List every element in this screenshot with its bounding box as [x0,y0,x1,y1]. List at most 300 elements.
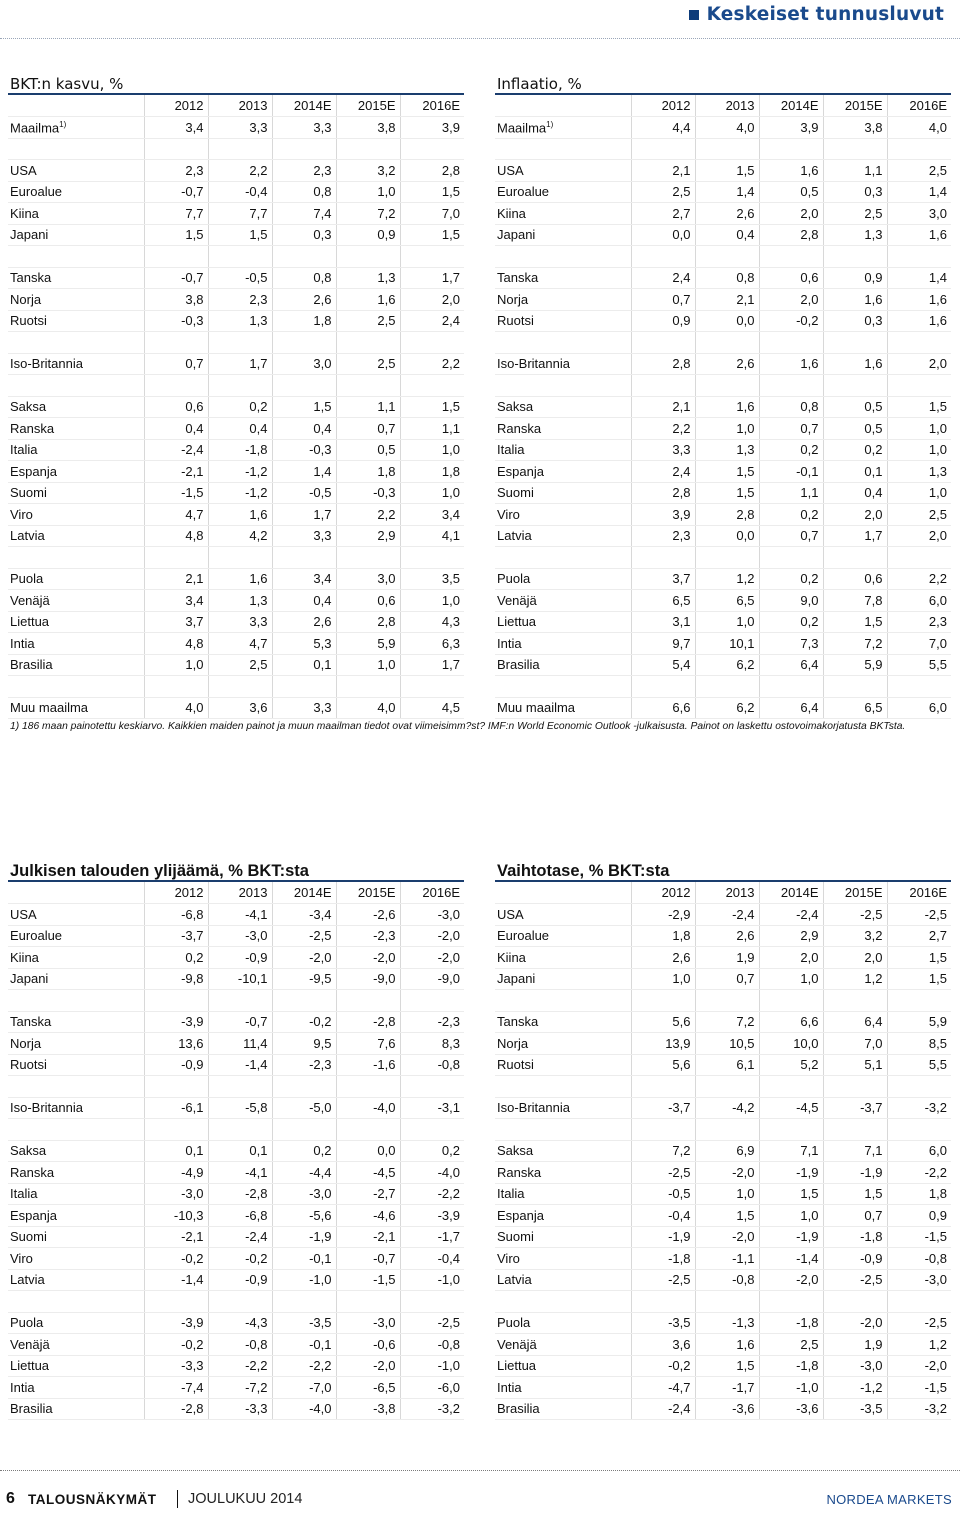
value-cell: 1,6 [823,289,887,311]
table-row [495,310,951,332]
country-label: Viro [10,506,33,522]
row-label-cell [495,504,631,526]
value-cell: 7,4 [272,203,336,225]
spacer-row [495,1119,951,1141]
value-cell: -2,1 [336,1226,400,1248]
value-cell: -2,5 [887,904,951,926]
value-cell: -2,5 [272,925,336,947]
spacer-cell [695,332,759,354]
value-cell: 2,6 [272,611,336,633]
value-cell: -1,8 [823,1226,887,1248]
spacer-cell [208,375,272,397]
value-cell: -0,2 [144,1334,208,1356]
value-cell: 0,5 [823,418,887,440]
table-row [8,904,464,926]
table-row [8,633,464,655]
value-cell: 1,5 [400,396,464,418]
column-header-year: 2016E [887,95,951,117]
value-cell: 2,0 [400,289,464,311]
value-cell: 3,3 [272,117,336,139]
country-label: Espanja [10,463,57,479]
spacer-cell [336,990,400,1012]
value-cell: -9,0 [336,968,400,990]
value-cell: -0,2 [631,1355,695,1377]
row-label-cell [495,396,631,418]
value-cell: -2,0 [336,1355,400,1377]
value-cell: 7,2 [631,1140,695,1162]
table-row [8,504,464,526]
table-row [495,267,951,289]
country-label: Latvia [10,528,45,544]
value-cell: 4,7 [208,633,272,655]
country-label: Ruotsi [497,313,534,329]
country-label: Tanska [497,1014,539,1030]
column-header-row [495,882,951,904]
value-cell: 3,1 [631,611,695,633]
table-row [495,697,951,719]
spacer-cell [631,676,695,698]
row-label-cell [495,203,631,225]
row-label-cell [495,1033,631,1055]
spacer-cell [759,990,823,1012]
row-label-cell [495,611,631,633]
value-cell: 3,4 [272,568,336,590]
row-label-cell [8,1033,144,1055]
spacer-cell [887,138,951,160]
value-cell: -2,0 [336,947,400,969]
value-cell: 4,0 [887,117,951,139]
country-label: Puola [497,1315,531,1331]
spacer-cell [336,138,400,160]
value-cell: 1,3 [336,267,400,289]
value-cell: 0,2 [823,439,887,461]
value-cell: 1,0 [695,611,759,633]
spacer-row [8,138,464,160]
value-cell: -2,2 [400,1183,464,1205]
row-label-cell [495,1226,631,1248]
bullet-square-icon [689,10,699,20]
value-cell: -1,9 [631,1226,695,1248]
value-cell: 1,0 [336,654,400,676]
value-cell: 6,0 [887,697,951,719]
spacer-cell [823,138,887,160]
row-label-cell [495,1140,631,1162]
value-cell: 0,4 [695,224,759,246]
country-label: Ranska [497,1164,542,1180]
column-header-year: 2014E [759,95,823,117]
spacer-cell [759,1076,823,1098]
value-cell: -0,7 [208,1011,272,1033]
value-cell: 1,8 [887,1183,951,1205]
value-cell: 2,0 [759,203,823,225]
value-cell: 0,1 [208,1140,272,1162]
spacer-cell [887,1291,951,1313]
value-cell: 3,3 [208,611,272,633]
country-label: Italia [497,442,525,458]
value-cell: -0,8 [887,1248,951,1270]
value-cell: 1,0 [144,654,208,676]
spacer-cell [887,1076,951,1098]
value-cell: 6,2 [695,654,759,676]
value-cell: 2,7 [631,203,695,225]
value-cell: 2,0 [887,525,951,547]
row-label-cell [8,504,144,526]
spacer-cell [823,1119,887,1141]
row-label-cell [495,1097,631,1119]
table-row [8,224,464,246]
country-label: Liettua [497,1358,537,1374]
country-label: Japani [497,971,536,987]
table-row [495,396,951,418]
value-cell: 0,8 [695,267,759,289]
value-cell: -2,5 [400,1312,464,1334]
value-cell: -3,6 [695,1398,759,1420]
value-cell: 5,6 [631,1054,695,1076]
country-label: Saksa [497,1143,534,1159]
spacer-cell [336,1076,400,1098]
spacer-cell [631,138,695,160]
value-cell: -3,7 [823,1097,887,1119]
value-cell: 0,0 [695,525,759,547]
spacer-cell [208,1291,272,1313]
table-public-balance [8,860,464,1420]
spacer-cell [8,1076,144,1098]
spacer-cell [208,547,272,569]
country-label: Tanska [10,1014,52,1030]
data-table [8,882,464,1420]
row-label-cell [8,904,144,926]
value-cell: -3,3 [144,1355,208,1377]
spacer-cell [631,246,695,268]
row-label-cell [8,1205,144,1227]
table-current-account [495,860,951,1420]
value-cell: 2,8 [336,611,400,633]
value-cell: 1,5 [400,224,464,246]
spacer-cell [759,332,823,354]
value-cell: -2,5 [631,1162,695,1184]
value-cell: 1,5 [272,396,336,418]
spacer-cell [272,246,336,268]
spacer-cell [400,138,464,160]
country-label: Venäjä [10,1336,50,1352]
value-cell: 6,5 [631,590,695,612]
value-cell: -4,3 [208,1312,272,1334]
value-cell: -3,2 [887,1097,951,1119]
value-cell: -6,0 [400,1377,464,1399]
column-header-row [495,95,951,117]
value-cell: 2,8 [400,160,464,182]
value-cell: -0,8 [695,1269,759,1291]
value-cell: -1,6 [336,1054,400,1076]
column-header-year: 2015E [823,882,887,904]
table-row [8,439,464,461]
value-cell: 6,6 [631,697,695,719]
value-cell: -0,4 [400,1248,464,1270]
value-cell: 7,0 [400,203,464,225]
value-cell: -2,7 [336,1183,400,1205]
row-label-cell [495,1269,631,1291]
spacer-cell [759,676,823,698]
value-cell: -2,0 [759,1269,823,1291]
country-label: Japani [10,971,49,987]
value-cell: 1,5 [208,224,272,246]
value-cell: 1,8 [272,310,336,332]
value-cell: 1,6 [759,160,823,182]
value-cell: -9,5 [272,968,336,990]
value-cell: -0,3 [336,482,400,504]
table-row [8,1269,464,1291]
spacer-cell [887,990,951,1012]
value-cell: 3,4 [400,504,464,526]
spacer-cell [144,547,208,569]
value-cell: 2,1 [144,568,208,590]
value-cell: -0,2 [272,1011,336,1033]
value-cell: -0,1 [272,1334,336,1356]
row-label-cell [495,353,631,375]
row-label-cell [495,568,631,590]
country-label: Puola [10,1315,44,1331]
value-cell: -4,1 [208,904,272,926]
value-cell: -0,9 [208,1269,272,1291]
row-label-cell [8,1334,144,1356]
table-row [8,1097,464,1119]
spacer-cell [631,990,695,1012]
row-label-cell [8,568,144,590]
value-cell: -1,0 [272,1269,336,1291]
value-cell: 0,3 [823,181,887,203]
spacer-cell [144,332,208,354]
column-header-year: 2013 [695,882,759,904]
value-cell: 10,1 [695,633,759,655]
country-label: Iso-Britannia [10,356,83,372]
table-row [495,904,951,926]
table-row [495,1183,951,1205]
value-cell: -3,9 [144,1011,208,1033]
row-label-cell [8,1248,144,1270]
country-label: Brasilia [497,1401,540,1417]
spacer-cell [759,138,823,160]
value-cell: -2,2 [887,1162,951,1184]
value-cell: -1,2 [208,482,272,504]
table-row [495,160,951,182]
value-cell: 2,5 [887,504,951,526]
value-cell: 1,5 [887,968,951,990]
value-cell: 1,0 [336,181,400,203]
value-cell: -10,1 [208,968,272,990]
value-cell: 2,4 [631,267,695,289]
country-label: Latvia [497,528,532,544]
value-cell: -2,3 [400,1011,464,1033]
value-cell: 4,8 [144,525,208,547]
table-row [8,568,464,590]
value-cell: 0,1 [272,654,336,676]
row-label-cell [495,117,631,139]
value-cell: -2,9 [631,904,695,926]
country-label: Maailma [10,119,60,135]
value-cell: 1,6 [208,568,272,590]
spacer-row [495,1291,951,1313]
row-label-cell [495,289,631,311]
column-header-year: 2016E [400,95,464,117]
value-cell: 3,7 [144,611,208,633]
value-cell: 3,9 [759,117,823,139]
value-cell: 0,2 [208,396,272,418]
value-cell: 4,0 [695,117,759,139]
spacer-cell [400,547,464,569]
row-label-cell [8,439,144,461]
table-row [8,289,464,311]
spacer-row [8,1076,464,1098]
value-cell: 1,0 [695,418,759,440]
spacer-cell [336,375,400,397]
value-cell: 9,5 [272,1033,336,1055]
spacer-cell [272,1119,336,1141]
value-cell: 1,0 [759,1205,823,1227]
spacer-cell [144,1119,208,1141]
value-cell: -4,1 [208,1162,272,1184]
table-row [495,1398,951,1420]
value-cell: 2,6 [695,925,759,947]
value-cell: 7,3 [759,633,823,655]
value-cell: 0,2 [144,947,208,969]
spacer-cell [495,990,631,1012]
value-cell: -0,2 [208,1248,272,1270]
spacer-cell [759,1291,823,1313]
table-row [495,1355,951,1377]
footnote: 1) 186 maan painotettu keskiarvo. Kaikkien maiden painot ja muun maailman tiedot ovat viimeisimm?st? IMF:n World Economic Outlook -julkaisusta. Painot on laskettu ostovoimakorjatusta BKTsta. [10,721,906,732]
value-cell: 1,7 [208,353,272,375]
value-cell: 1,7 [823,525,887,547]
value-cell: -0,2 [144,1248,208,1270]
value-cell: -2,5 [823,904,887,926]
table-row [495,1162,951,1184]
table-row [495,1140,951,1162]
value-cell: 1,0 [887,418,951,440]
value-cell: 3,2 [823,925,887,947]
value-cell: 0,1 [144,1140,208,1162]
row-label-cell [8,267,144,289]
value-cell: -3,0 [887,1269,951,1291]
value-cell: 9,7 [631,633,695,655]
country-label: Iso-Britannia [497,1100,570,1116]
value-cell: -2,1 [144,1226,208,1248]
table-row [495,1334,951,1356]
spacer-row [495,676,951,698]
table-row [8,1248,464,1270]
country-label: Brasilia [10,657,53,673]
value-cell: -3,0 [823,1355,887,1377]
column-header-row [8,95,464,117]
value-cell: -3,0 [400,904,464,926]
value-cell: 1,3 [208,310,272,332]
value-cell: 2,8 [695,504,759,526]
row-label-cell [495,947,631,969]
spacer-cell [823,676,887,698]
value-cell: 3,6 [208,697,272,719]
spacer-row [495,990,951,1012]
spacer-cell [823,1076,887,1098]
spacer-cell [336,246,400,268]
spacer-cell [400,1119,464,1141]
value-cell: -0,9 [144,1054,208,1076]
table-row [8,1054,464,1076]
value-cell: 0,5 [759,181,823,203]
value-cell: 7,2 [695,1011,759,1033]
value-cell: 3,5 [400,568,464,590]
row-label-cell [8,117,144,139]
value-cell: 2,6 [695,203,759,225]
table-title: Inflaatio, % [495,73,951,95]
value-cell: -2,0 [695,1162,759,1184]
value-cell: -2,4 [208,1226,272,1248]
row-label-cell [8,697,144,719]
value-cell: 1,8 [400,461,464,483]
value-cell: 0,9 [823,267,887,289]
value-cell: 8,5 [887,1033,951,1055]
spacer-cell [695,246,759,268]
spacer-cell [144,676,208,698]
value-cell: 3,2 [336,160,400,182]
row-label-cell [495,1162,631,1184]
value-cell: 1,3 [695,439,759,461]
value-cell: -4,0 [400,1162,464,1184]
value-cell: -1,4 [759,1248,823,1270]
value-cell: 6,4 [759,654,823,676]
row-label-cell [8,1162,144,1184]
value-cell: -2,2 [208,1355,272,1377]
value-cell: 2,3 [887,611,951,633]
table-row [8,396,464,418]
spacer-cell [887,547,951,569]
value-cell: 5,4 [631,654,695,676]
footnote-marker: 1) [546,119,554,129]
value-cell: 1,0 [400,590,464,612]
spacer-cell [144,375,208,397]
country-label: Tanska [497,270,539,286]
spacer-cell [400,246,464,268]
spacer-row [495,375,951,397]
spacer-cell [631,547,695,569]
value-cell: 7,6 [336,1033,400,1055]
country-label: Viro [497,1250,520,1266]
country-label: Japani [497,227,536,243]
value-cell: -0,8 [400,1054,464,1076]
country-label: Euroalue [10,928,63,944]
value-cell: 2,8 [759,224,823,246]
value-cell: 0,7 [695,968,759,990]
value-cell: 1,6 [887,310,951,332]
value-cell: 1,0 [759,968,823,990]
value-cell: 0,9 [336,224,400,246]
value-cell: -2,0 [695,1226,759,1248]
table-row [495,461,951,483]
spacer-cell [823,1291,887,1313]
value-cell: 1,1 [759,482,823,504]
value-cell: 2,0 [887,353,951,375]
table-row [8,611,464,633]
table-row [8,203,464,225]
value-cell: 3,3 [272,697,336,719]
row-label-cell [495,1011,631,1033]
value-cell: 2,1 [695,289,759,311]
value-cell: -1,8 [208,439,272,461]
spacer-cell [144,1076,208,1098]
row-label-cell [495,633,631,655]
value-cell: 6,1 [695,1054,759,1076]
value-cell: 2,2 [400,353,464,375]
spacer-row [495,332,951,354]
country-label: Ranska [10,1164,55,1180]
